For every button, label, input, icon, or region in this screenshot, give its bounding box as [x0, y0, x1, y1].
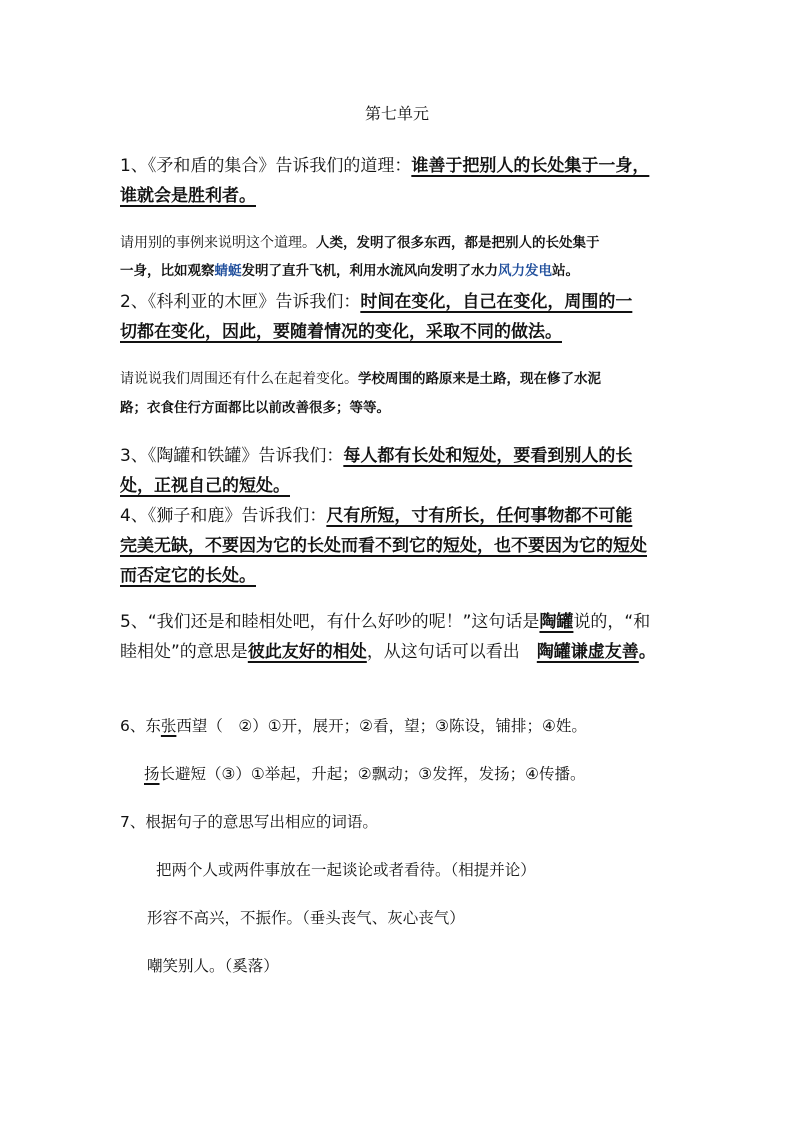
item7-row-2: 形容不高兴，不振作。（垂头丧气、灰心丧气）	[147, 909, 465, 927]
item2-example-line1: 请说说我们周围还有什么在起着变化。学校周围的路原来是土路，现在修了水泥	[120, 371, 601, 387]
item2-line1: 2、《科利亚的木匣》告诉我们：时间在变化，自己在变化，周围的一	[120, 292, 633, 312]
item7-heading: 7、根据句子的意思写出相应的词语。	[120, 813, 378, 831]
item3-line1: 3、《陶罐和铁罐》告诉我们：每人都有长处和短处，要看到别人的长	[120, 446, 633, 466]
item4-line3: 而否定它的长处。	[120, 566, 256, 586]
item1-line2: 谁就会是胜利者。	[120, 186, 256, 206]
item6-line1: 6、东张西望（ ②）①开，展开；②看，望；③陈设，铺排；④姓。	[120, 717, 587, 735]
item6-line2: 扬长避短（③）①举起，升起；②飘动；③发挥，发扬；④传播。	[144, 765, 586, 783]
item2-example-line2: 路；衣食住行方面都比以前改善很多；等等。	[120, 400, 390, 416]
item3-line2: 处，正视自己的短处。	[120, 476, 290, 496]
item5-line1: 5、“我们还是和睦相处吧，有什么好吵的呢！”这句话是陶罐说的，“和	[120, 612, 651, 632]
item2-line2: 切都在变化，因此，要随着情况的变化，采取不同的做法。	[120, 322, 562, 342]
item4-line1: 4、《狮子和鹿》告诉我们：尺有所短，寸有所长，任何事物都不可能	[120, 506, 633, 526]
item4-line2: 完美无缺，不要因为它的长处而看不到它的短处，也不要因为它的短处	[120, 536, 647, 556]
item7-row-3: 嘲笑别人。（奚落）	[147, 957, 279, 975]
page-title: 第七单元	[364, 104, 429, 123]
item1-example-line1: 请用别的事例来说明这个道理。人类，发明了很多东西，都是把别人的长处集于	[120, 235, 600, 251]
item7-row-1: 把两个人或两件事放在一起谈论或者看待。（相提并论）	[156, 861, 536, 879]
item1-line1: 1、《矛和盾的集合》告诉我们的道理：谁善于把别人的长处集于一身，	[120, 156, 650, 176]
q1-answer: 谁善于把别人的长处集于一身，	[411, 156, 650, 176]
item1-example-line2: 一身，比如观察蜻蜓发明了直升飞机，利用水流风向发明了水力风力发电站。	[120, 263, 579, 279]
item5-line2: 睦相处”的意思是彼此友好的相处，从这句话可以看出 陶罐谦虚友善。	[120, 642, 656, 662]
